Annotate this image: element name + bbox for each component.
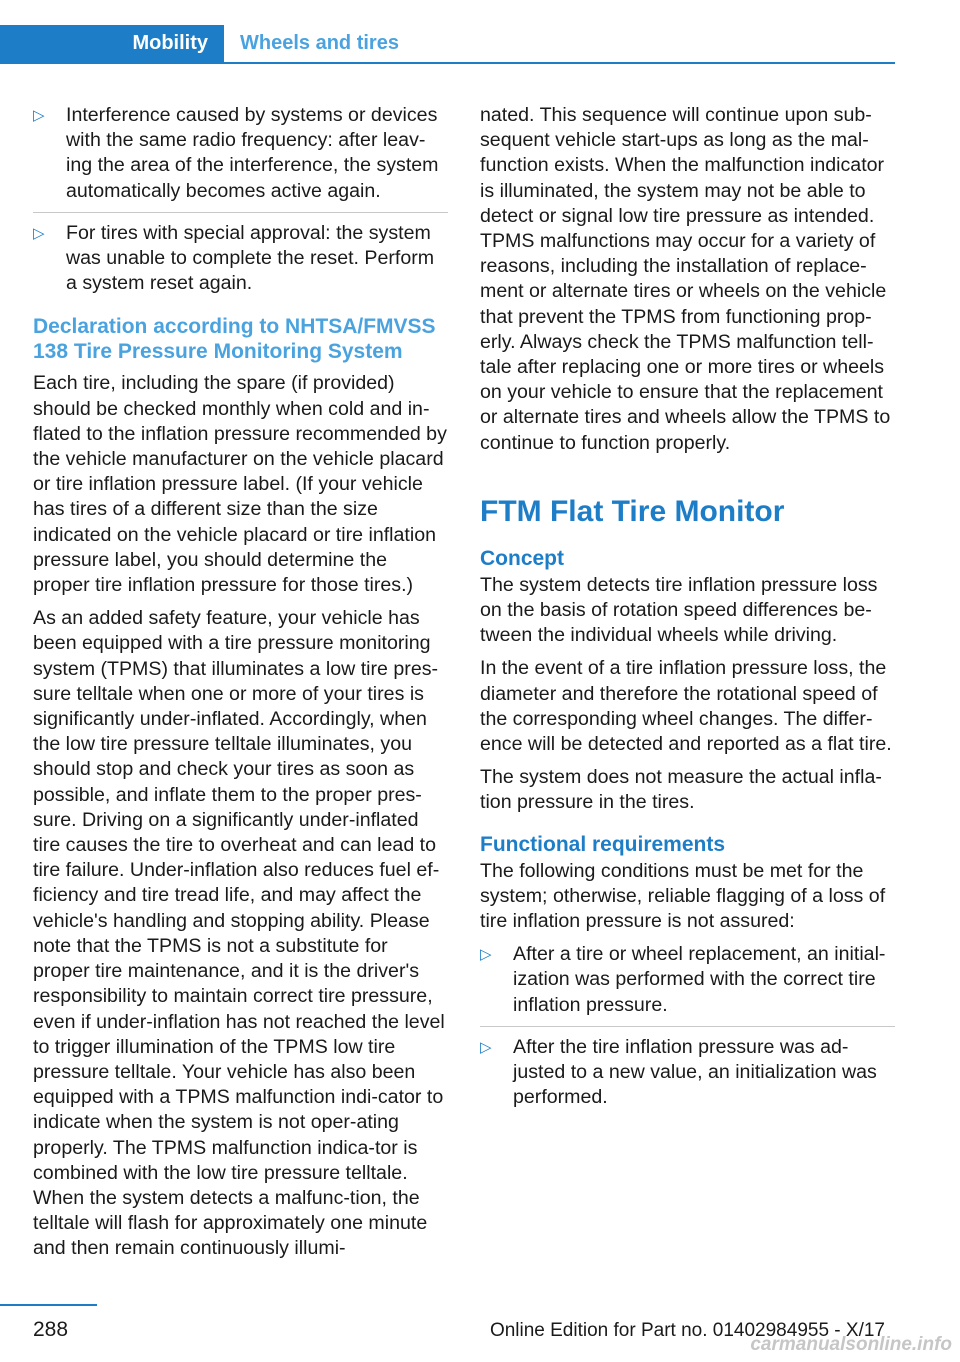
paragraph: nated. This sequence will continue upon sub‐sequent vehicle start-ups as long as the mal‐function exists. When the malfunction indicator is illuminated, the system may not be able to detect or signal low tire pressure as intended. TPMS malfunctions may occur for a variety of reasons, including the installation of replace‐ment or alternate tires or wheels on the vehicle that prevent the TPMS from functioning prop‐erly. Always check the TPMS malfunction tell‐tale after replacing one or more tires or wheels on your vehicle to ensure that the replacement or alternate tires and wheels allow the TPMS to continue to function properly. [480,104,891,454]
section-title: FTM Flat Tire Monitor [480,494,785,528]
footer-divider [0,1304,97,1306]
edition-text: Online Edition for Part no. 01402984955 - X/17 [489,1320,885,1341]
triangle-right-icon: ▷ [480,1038,492,1056]
divider [33,212,448,213]
paragraph: As an added safety feature, your vehicle has been equipped with a tire pressure monitoring system (TPMS) that illuminates a low tire pres‐sure telltale when one or more of your tires is significantly under-inflated. Accordingly, when the low tire pressure telltale illuminates, you should stop and check your tires as soon as possible, and inflate them to the proper pres‐sure. Driving on a significantly under-inflated tire causes the tire to overheat and can lead to tire failure. Under-inflation also reduces fuel ef‐ficiency and tire tread life, and may affect the vehicle's handling and stopping ability. Please note that the TPMS is not a substitute for proper tire maintenance, and it is the driver's responsibility to maintain correct tire pressure, even if under-inflation has not reached the level to trigger illumination of the TPMS low tire pressure telltale. Your vehicle has also been equipped with a TPMS malfunction indi‐cator to indicate when the system is not oper‐ating properly. The TPMS malfunction indica‐tor is combined with the low tire pressure telltale. When the system detects a malfunc‐tion, the telltale will flash for approximately one minute and then remain continuously illumi‐ [33,607,445,1260]
right-column [480,103,895,1119]
triangle-right-icon: ▷ [33,224,45,242]
list-item-text: After the tire inflation pressure was ad‐justed to a new value, an initialization was performed. [513,1035,877,1109]
list-item [33,103,448,204]
header-tab-bar [0,25,895,64]
paragraph: The following conditions must be met for the system; otherwise, reliable flagging of a loss of tire inflation pressure is not assured: [480,859,886,933]
paragraph: Each tire, including the spare (if provided) should be checked monthly when cold and in‐flated to the inflation pressure recommended by the vehicle manufacturer on the vehicle placard or tire inflation pressure label. (If your vehicle has tires of a different size than the size indicated on the vehicle placard or tire inflation pressure label, you should determine the proper tire inflation pressure for those tires.) [33,372,447,597]
triangle-right-icon: ▷ [480,946,492,964]
subsection-heading: Concept [480,546,564,570]
subsection-heading: Functional requirements [480,832,726,856]
list-item-text: For tires with special approval: the system was unable to complete the reset. Perform a system reset again. [66,221,435,295]
list-item [480,942,895,1018]
section-heading: Declaration according to NHTSA/FMVSS 138 Tire Pressure Monitoring System [33,315,436,364]
list-item [480,1035,895,1111]
paragraph: The system detects tire inflation pressure loss on the basis of rotation speed differences be‐tween the individual wheels while driving. [480,573,878,647]
tab-wheels-and-tires[interactable]: Wheels and tires [240,32,399,54]
list-item [33,221,448,297]
paragraph: The system does not measure the actual infla‐tion pressure in the tires. [480,766,882,814]
watermark: carmanualsonline.info [750,1334,952,1355]
paragraph: In the event of a tire inflation pressure loss, the diameter and therefore the rotational speed of the corresponding wheel changes. The differ‐ence will be detected and reported as a flat tire. [480,657,892,756]
left-column [33,103,448,1270]
tab-mobility[interactable]: Mobility [0,25,224,62]
list-item-text: Interference caused by systems or devices with the same radio frequency: after leav‐ing the area of the interference, the system automatically becomes active again. [66,104,439,202]
page-number: 288 [33,1318,69,1341]
divider [480,1026,895,1027]
triangle-right-icon: ▷ [33,107,45,124]
list-item-text: After a tire or wheel replacement, an initial‐ization was performed with the correct tire inflation pressure. [513,943,886,1016]
